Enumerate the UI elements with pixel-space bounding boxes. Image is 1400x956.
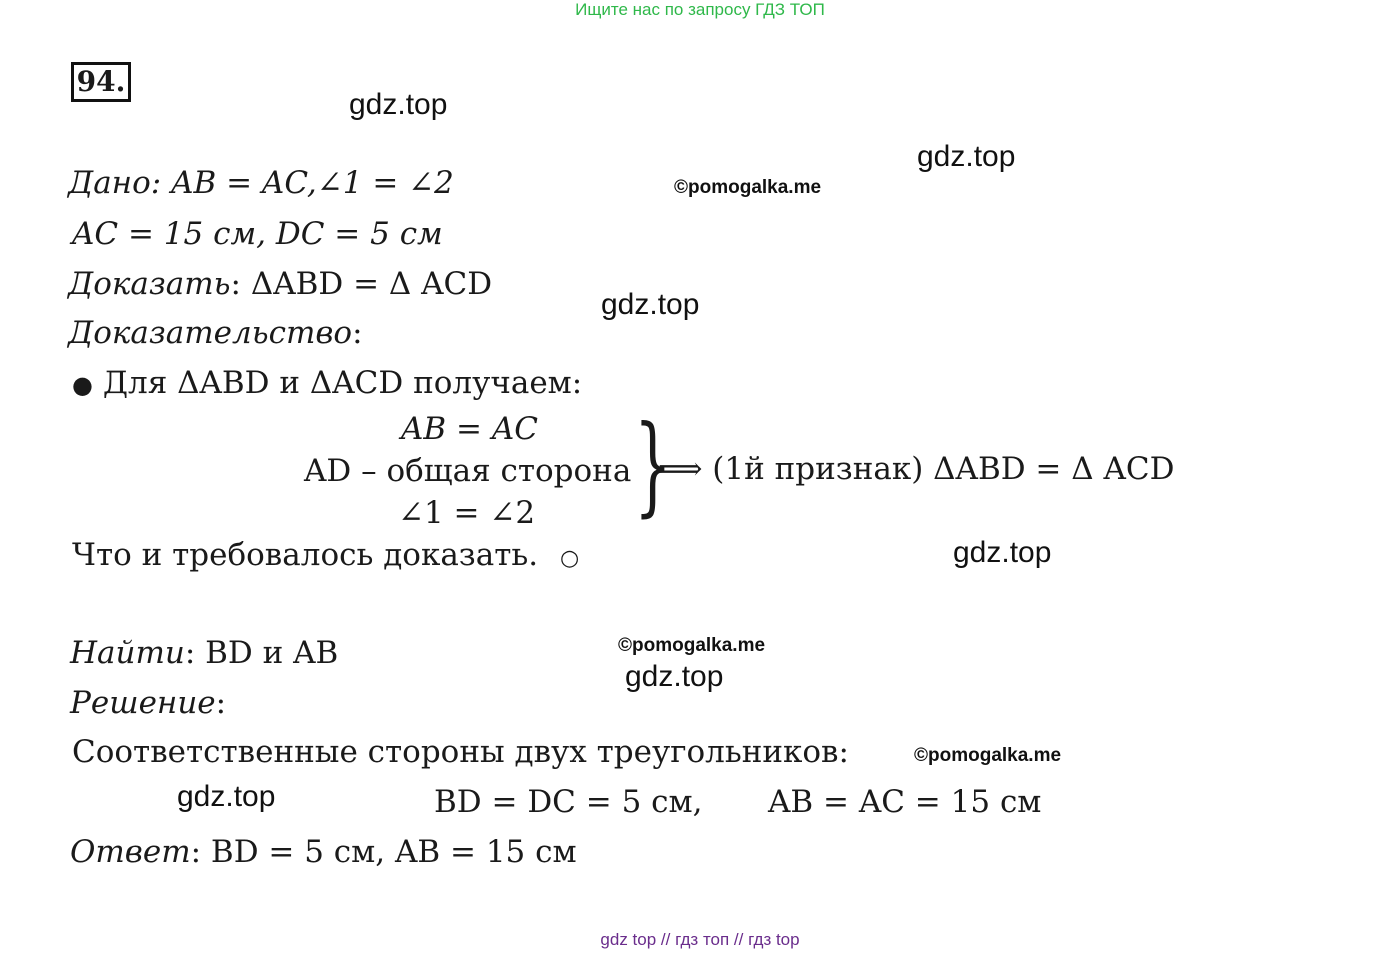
watermark-gdz: gdz.top xyxy=(177,780,276,813)
qed-circle-icon: ○ xyxy=(559,546,580,571)
qed-line xyxy=(72,536,579,578)
proof-intro-line xyxy=(72,364,582,404)
proof-label: Доказательство xyxy=(68,315,353,351)
given-line-1 xyxy=(68,164,454,202)
answer-label: Ответ xyxy=(70,834,191,870)
watermark-pomogalka: ©pomogalka.me xyxy=(618,635,766,656)
solution-equation-1: BD = DC = 5 см, xyxy=(434,784,703,820)
proof-condition-3: ∠1 = ∠2 xyxy=(398,495,536,531)
watermark-gdz: gdz.top xyxy=(601,288,700,321)
watermark-gdz: gdz.top xyxy=(625,660,724,693)
prove-label: Доказать xyxy=(68,266,231,302)
solution-line-1: Соответственные стороны двух треугольников: xyxy=(72,734,849,770)
given-label: Дано: xyxy=(68,165,162,201)
solution-equation-2: AB = AC = 15 см xyxy=(768,784,1042,820)
given-line-2: AC = 15 см, DC = 5 см xyxy=(72,216,443,252)
proof-condition-2: AD – общая сторона xyxy=(304,453,632,489)
top-banner: Ищите нас по запросу ГДЗ ТОП xyxy=(575,0,825,19)
watermark-gdz: gdz.top xyxy=(953,536,1052,569)
qed-text: Что и требовалось доказать. xyxy=(72,537,539,573)
proof-colon: : xyxy=(352,315,363,351)
find-label: Найти xyxy=(70,635,185,671)
proof-conclusion: ⟹ (1й признак) ΔABD = Δ ACD xyxy=(658,451,1175,487)
curly-brace: } xyxy=(634,403,672,528)
watermark-gdz: gdz.top xyxy=(917,140,1016,173)
problem-number: 94. xyxy=(71,62,131,102)
solution-colon: : xyxy=(215,685,227,721)
answer-text: : BD = 5 см, AB = 15 см xyxy=(190,834,577,870)
find-line xyxy=(70,634,338,672)
proof-condition-1: AB = AC xyxy=(401,411,538,447)
prove-line xyxy=(68,265,492,303)
watermark-gdz: gdz.top xyxy=(349,88,448,121)
answer-line xyxy=(70,833,577,871)
prove-statement: : ΔABD = Δ ACD xyxy=(230,266,493,302)
find-text: : BD и AB xyxy=(184,635,339,671)
solution-label: Решение xyxy=(70,685,216,721)
watermark-pomogalka: ©pomogalka.me xyxy=(674,177,822,198)
proof-heading xyxy=(68,314,363,352)
given-conditions: AB = AC,∠1 = ∠2 xyxy=(171,165,454,201)
watermark-pomogalka: ©pomogalka.me xyxy=(914,745,1062,766)
proof-intro: Для ΔABD и ΔACD получаем: xyxy=(102,365,583,401)
footer-links: gdz top // гдз топ // гдз top xyxy=(600,930,800,949)
solution-heading xyxy=(70,684,226,722)
bullet-icon: ● xyxy=(72,371,93,399)
